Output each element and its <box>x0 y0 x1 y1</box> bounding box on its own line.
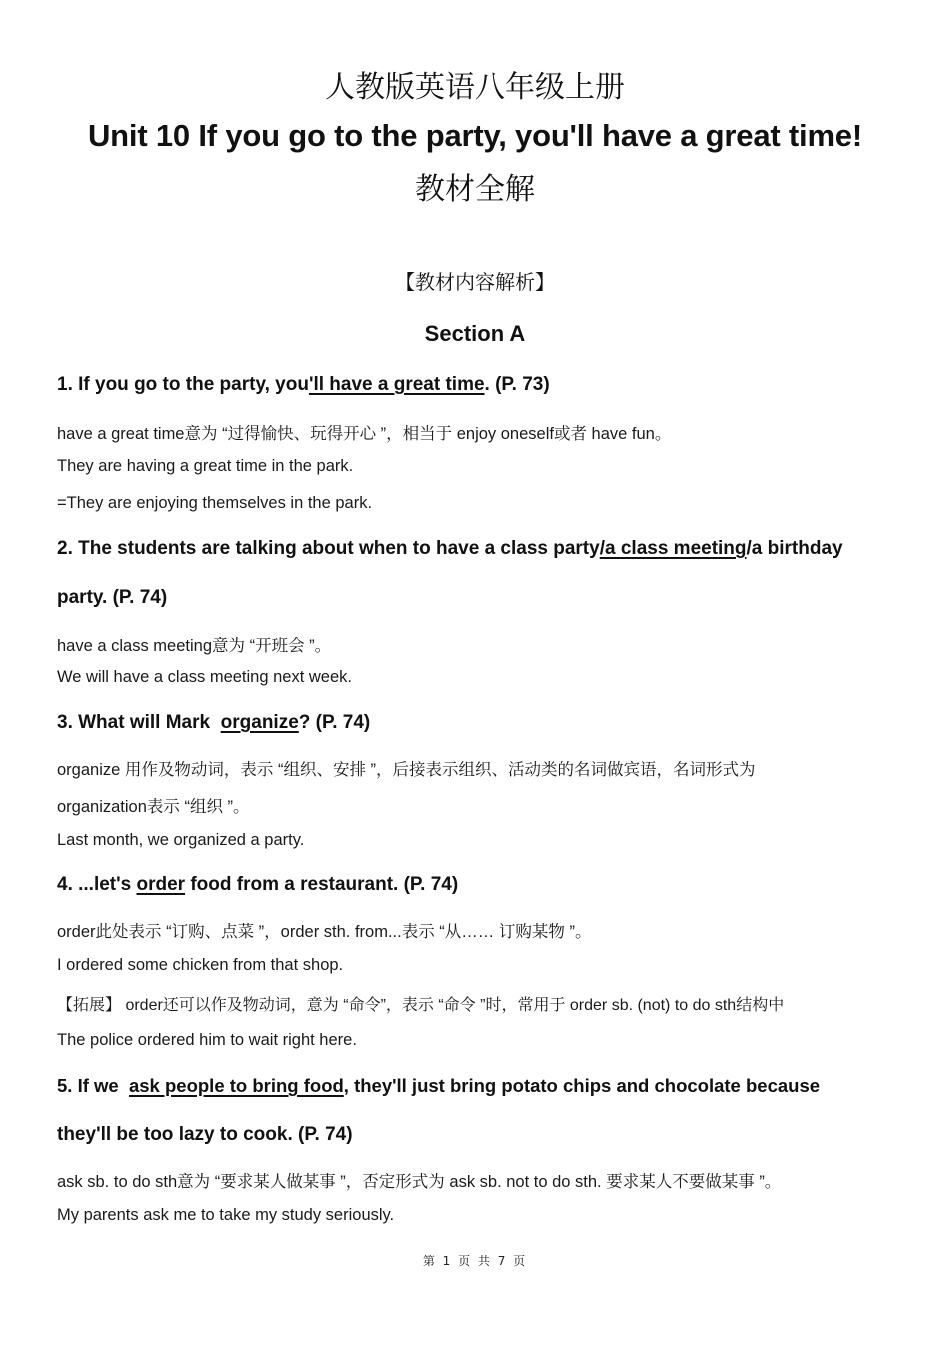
question-text: 1. If you go to the party, you <box>57 374 309 395</box>
explanation-line: have a great time意为 “过得愉快、玩得开心 ”，相当于 enjoy oneself或者 have fun。 <box>57 425 672 443</box>
question-5-continued: they'll be too lazy to cook. (P. 74) <box>57 1124 353 1145</box>
page-number: 第 1 页 共 7 页 <box>422 1254 528 1268</box>
explanation-line: have a class meeting意为 “开班会 ”。 <box>57 637 332 655</box>
explanation-line: organize 用作及物动词，表示 “组织、安排 ”，后接表示组织、活动类的名词做宾语，名词形式为 <box>57 761 756 779</box>
example-line: Last month, we organized a party. <box>57 831 305 849</box>
question-text: ? (P. 74) <box>298 712 371 733</box>
example-line: They are having a great time in the park. <box>57 457 354 475</box>
section-heading: Section A <box>424 321 526 346</box>
key-phrase: 'll have a great time <box>308 374 485 395</box>
question-5 <box>57 1075 820 1097</box>
example-line: =They are enjoying themselves in the park. <box>57 494 373 512</box>
example-line: The police ordered him to wait right here. <box>57 1031 357 1049</box>
question-text: 5. If we <box>57 1075 119 1096</box>
extension-note: 【拓展】 order还可以作及物动词，意为 “命令”，表示 “命令 ”时，常用于 order sb. (not) to do sth结构中 <box>57 997 785 1014</box>
explanation-line: order此处表示 “订购、点菜 ”，order sth. from...表示 “从…… 订购某物 ”。 <box>57 923 592 941</box>
question-text: food from a restaurant. (P. 74) <box>185 874 459 895</box>
content-analysis-heading: 【教材内容解析】 <box>395 270 555 294</box>
page-title-unit: Unit 10 If you go to the party, you'll have a great time! <box>88 118 862 153</box>
question-4 <box>57 874 458 896</box>
question-text: . (P. 73) <box>484 374 550 395</box>
key-phrase: organize <box>220 712 299 733</box>
example-line: I ordered some chicken from that shop. <box>57 956 344 974</box>
key-phrase: ask people to bring food <box>128 1075 344 1096</box>
question-text: 3. What will Mark <box>57 712 211 733</box>
question-text: , they'll just bring potato chips and chocolate because <box>343 1075 821 1096</box>
page-subtitle: 教材全解 <box>415 172 535 207</box>
example-line: We will have a class meeting next week. <box>57 668 352 686</box>
question-text: /a birthday <box>746 538 843 559</box>
example-line: My parents ask me to take my study seriously. <box>57 1206 395 1224</box>
question-2-continued: party. (P. 74) <box>57 587 168 608</box>
question-text: 4. ...let's <box>57 874 132 895</box>
question-text: 2. The students are talking about when to have a class party <box>57 538 600 559</box>
page-title-chinese: 人教版英语八年级上册 <box>325 70 625 105</box>
question-2 <box>57 538 843 560</box>
key-phrase: /a class meeting <box>599 538 747 559</box>
explanation-line: organization表示 “组织 ”。 <box>57 798 250 816</box>
question-3 <box>57 712 370 734</box>
key-phrase: order <box>136 874 186 895</box>
explanation-line: ask sb. to do sth意为 “要求某人做某事 ”，否定形式为 ask sb. not to do sth. 要求某人不要做某事 ”。 <box>57 1173 782 1191</box>
question-1 <box>57 374 550 396</box>
